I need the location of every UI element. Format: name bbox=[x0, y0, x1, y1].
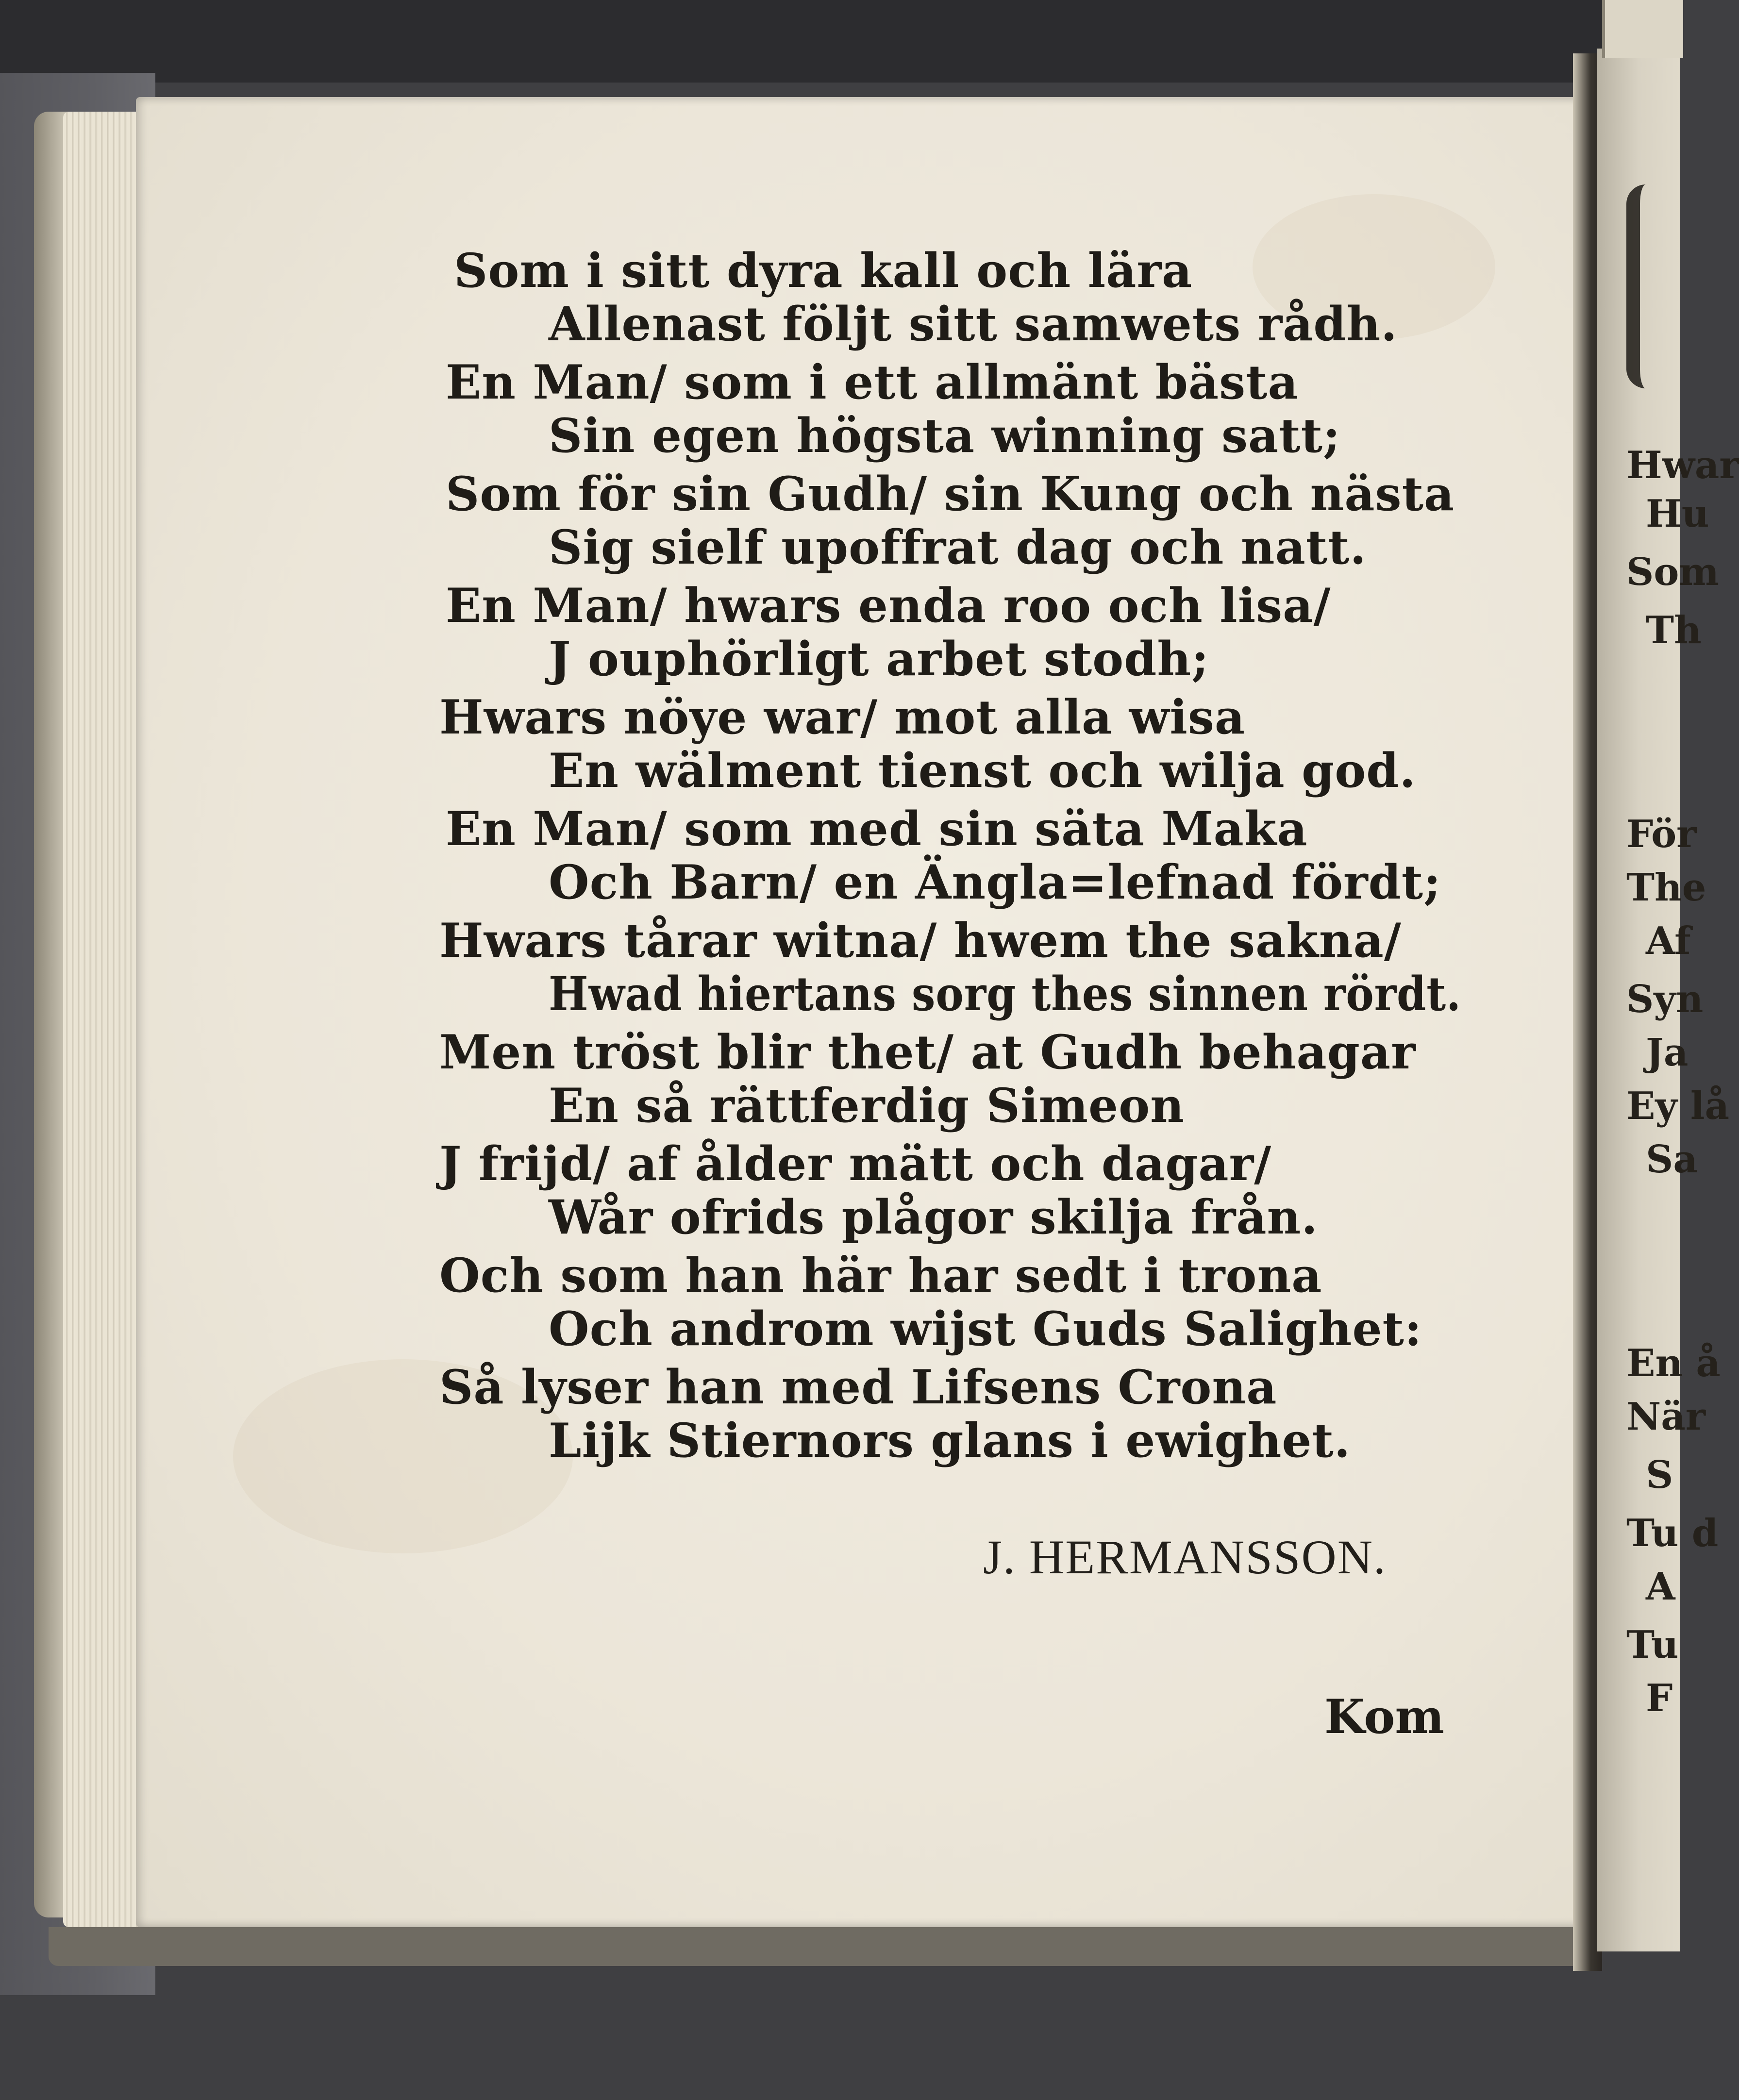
facing-line: Som bbox=[1626, 550, 1719, 594]
poem-line: Wår ofrids plågor skilja från. bbox=[549, 1190, 1318, 1245]
facing-line: För bbox=[1626, 812, 1697, 856]
poem-line: Hwad hiertans sorg thes sinnen rördt. bbox=[549, 967, 1461, 1021]
facing-line: När bbox=[1626, 1395, 1706, 1439]
poem-line: Sig sielf upoffrat dag och natt. bbox=[549, 520, 1367, 575]
facing-line: Sa bbox=[1646, 1137, 1698, 1182]
poem-line: Och som han här har sedt i trona bbox=[439, 1248, 1322, 1303]
poem-line: Som för sin Gudh/ sin Kung och nästa bbox=[446, 467, 1455, 521]
poem-line: Allenast följt sitt samwets rådh. bbox=[549, 297, 1398, 351]
poem-line: En Man/ hwars enda roo och lisa/ bbox=[446, 578, 1331, 633]
facing-line: Ey lå bbox=[1626, 1084, 1730, 1128]
poem-line: Så lyser han med Lifsens Crona bbox=[439, 1360, 1277, 1415]
poem-line: Och androm wijst Guds Salighet: bbox=[549, 1301, 1422, 1356]
facing-line: Th bbox=[1646, 608, 1702, 652]
facing-line: Af bbox=[1646, 919, 1691, 963]
facing-line: Ja bbox=[1646, 1031, 1689, 1075]
facing-line: Tu d bbox=[1626, 1511, 1719, 1555]
poem-line: Men tröst blir thet/ at Gudh behagar bbox=[439, 1025, 1416, 1080]
poem-line: En wälment tienst och wilja god. bbox=[549, 743, 1416, 798]
facing-line: A bbox=[1646, 1565, 1675, 1609]
poem-line: Och Barn/ en Ängla=lefnad fördt; bbox=[549, 855, 1441, 910]
poem-line: Lijk Stiernors glans i ewighet. bbox=[549, 1413, 1351, 1468]
poem-line: Hwars nöye war/ mot alla wisa bbox=[439, 690, 1246, 745]
poem-line: Som i sitt dyra kall och lära bbox=[454, 243, 1193, 298]
poem-line: Hwars tårar witna/ hwem the sakna/ bbox=[439, 913, 1402, 968]
poem-line: J frijd/ af ålder mätt och dagar/ bbox=[439, 1136, 1272, 1191]
author-signature: J. HERMANSSON. bbox=[983, 1530, 1387, 1584]
facing-line: Syn bbox=[1626, 977, 1704, 1021]
facing-line: Hu bbox=[1646, 492, 1709, 536]
poem-line: J ouphörligt arbet stodh; bbox=[549, 632, 1209, 686]
facing-line: En å bbox=[1626, 1341, 1721, 1385]
facing-line: Hwar bbox=[1626, 443, 1739, 487]
poem-line: Sin egen högsta winning satt; bbox=[549, 408, 1341, 463]
facing-line: F bbox=[1646, 1676, 1673, 1720]
poem-line: En så rättferdig Simeon bbox=[549, 1078, 1185, 1133]
poem-line: En Man/ som i ett allmänt bästa bbox=[446, 355, 1299, 410]
poem-line: En Man/ som med sin säta Maka bbox=[446, 801, 1308, 856]
facing-line: S bbox=[1646, 1453, 1673, 1497]
catchword: Kom bbox=[1324, 1689, 1444, 1744]
facing-line: The bbox=[1626, 866, 1706, 910]
facing-line: Tu bbox=[1626, 1623, 1679, 1667]
